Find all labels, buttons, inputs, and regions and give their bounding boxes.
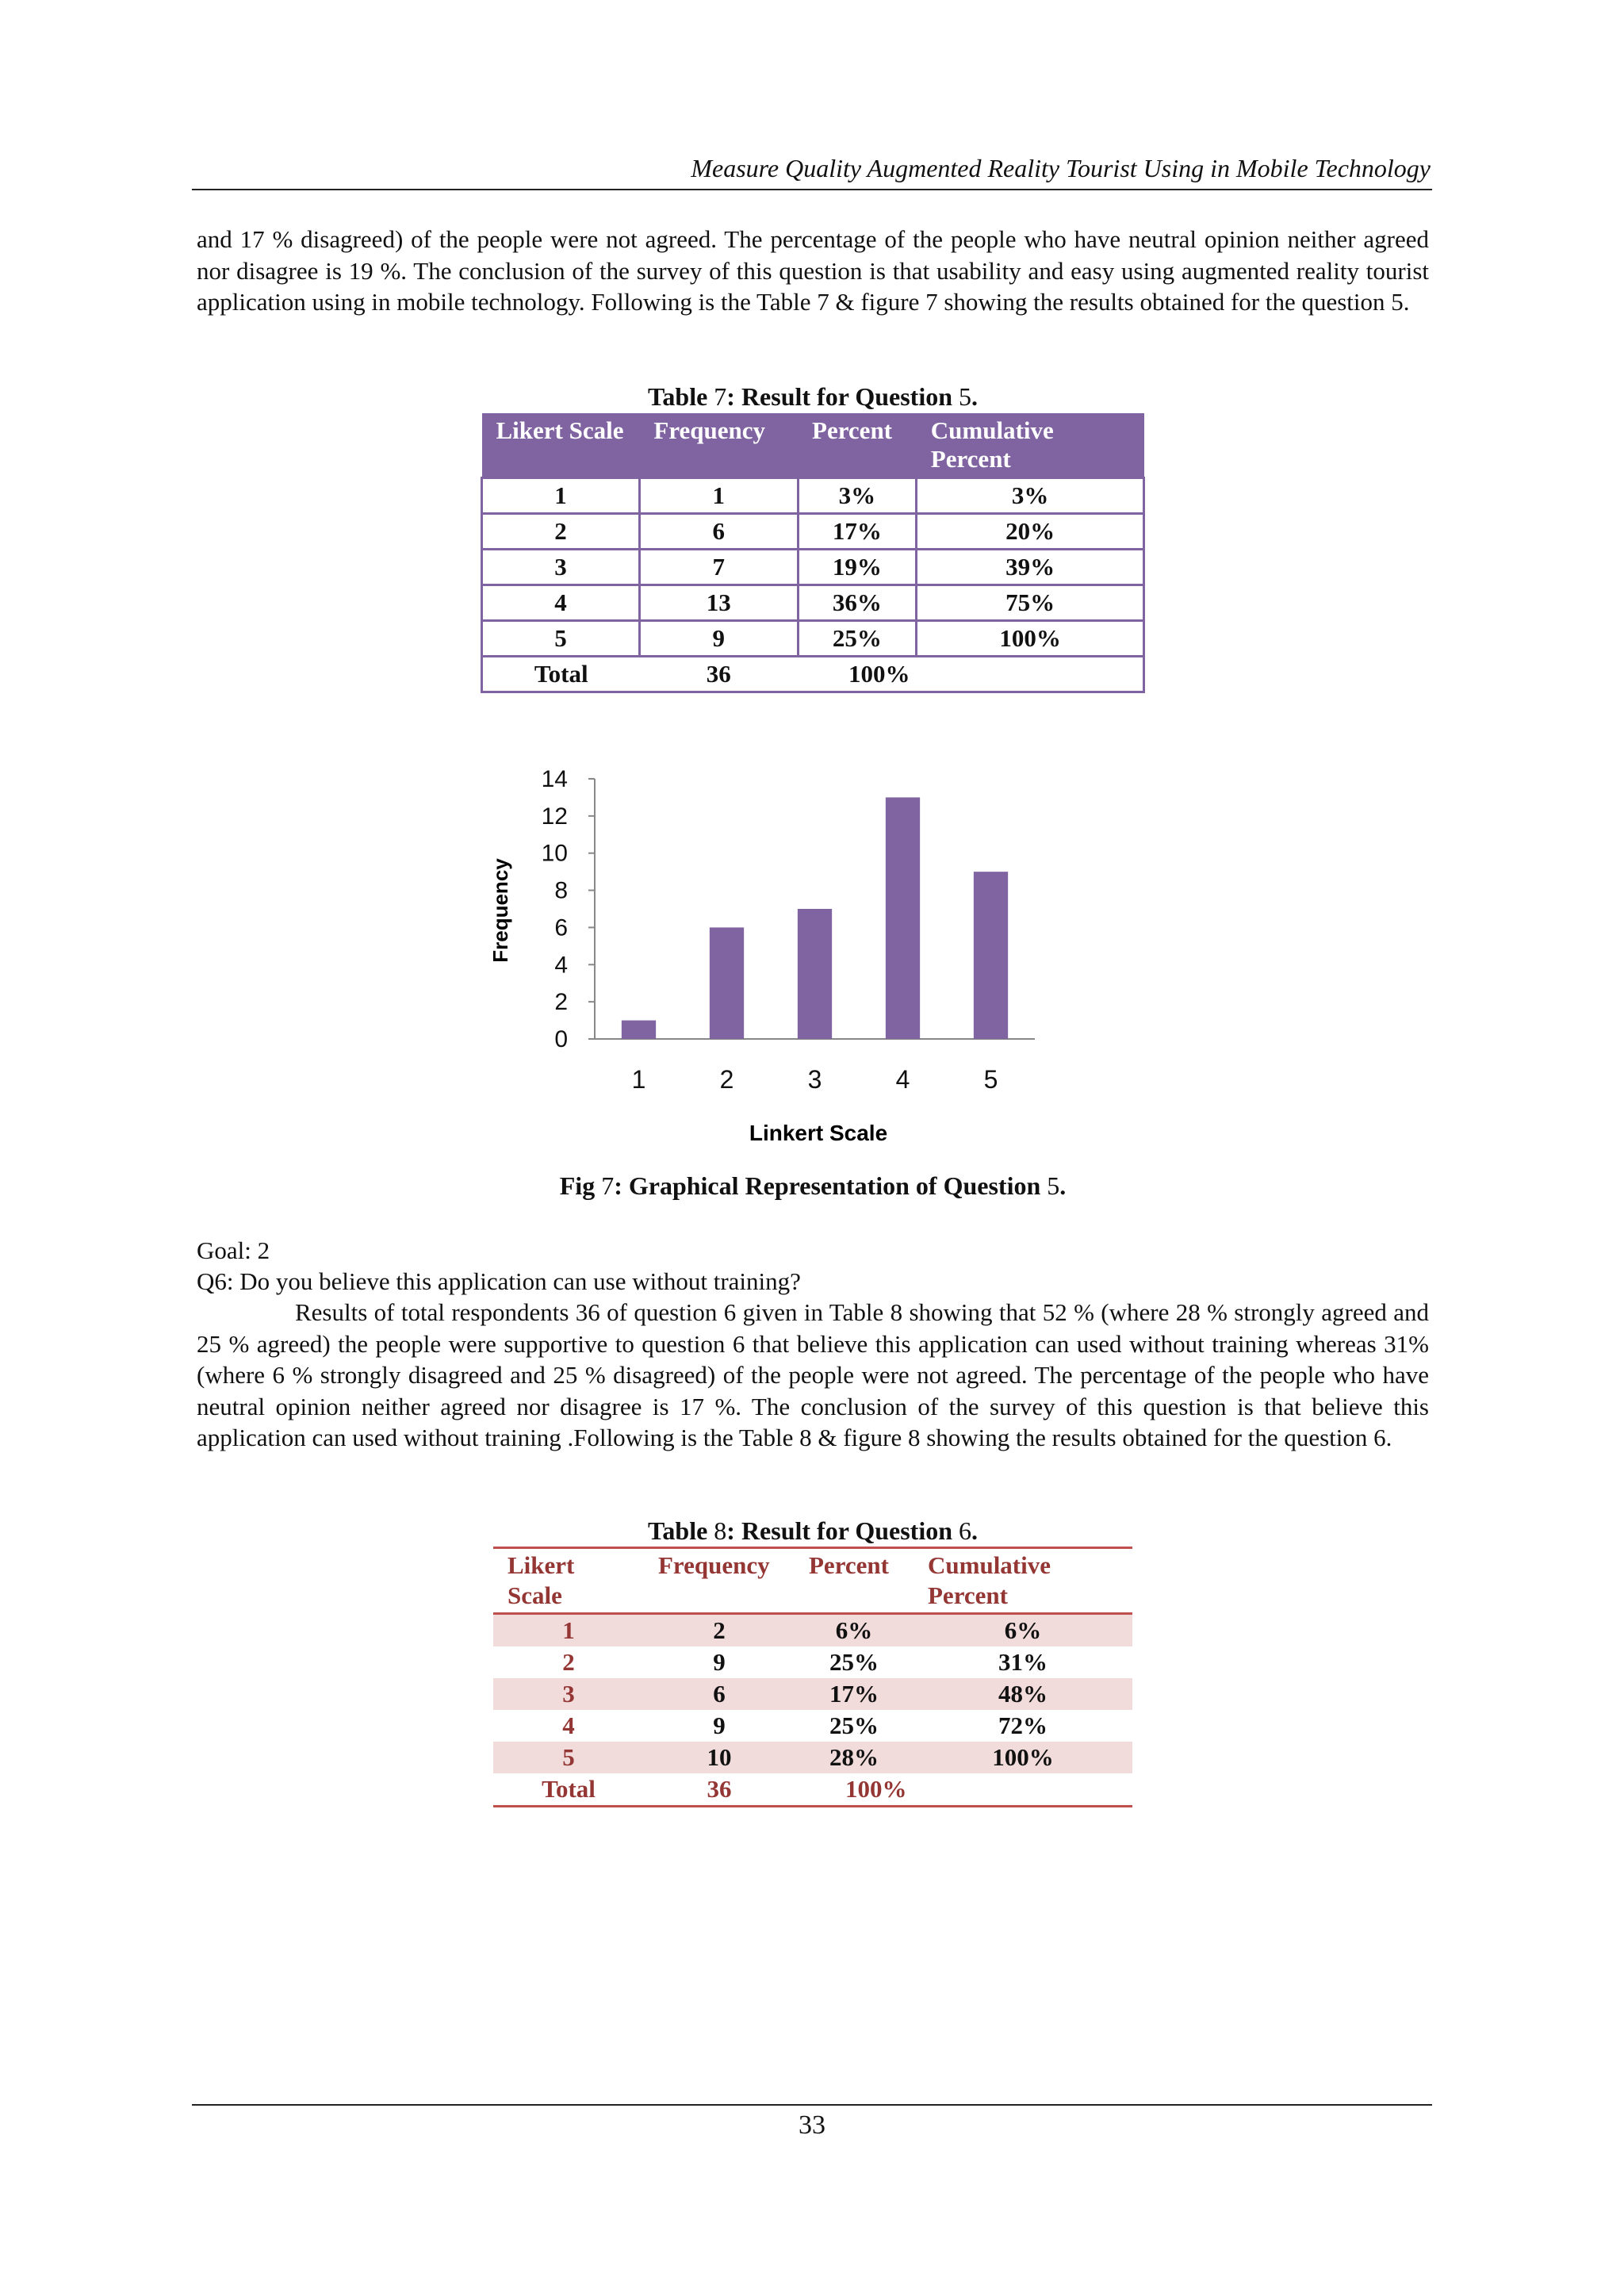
table-row — [493, 1678, 1132, 1710]
chart-y-tick-label: 14 — [541, 766, 568, 792]
table8-cell-percent: 17% — [795, 1678, 914, 1710]
table7-cell-cumulative: 20% — [917, 514, 1144, 550]
table8-cell-frequency: 2 — [644, 1614, 795, 1647]
table-row — [482, 550, 1144, 585]
table7-cell-frequency: 9 — [639, 621, 798, 657]
chart-x-tick-label: 5 — [983, 1065, 998, 1094]
chart-y-tick-label: 0 — [554, 1026, 568, 1052]
chart-bar — [886, 797, 920, 1039]
chart-y-axis-label: Frequency — [488, 858, 512, 963]
table-row — [482, 514, 1144, 550]
table7-cell-cumulative: 75% — [917, 585, 1144, 621]
table8-total-frequency: 36 — [707, 1775, 732, 1803]
figure7-caption-question: 5 — [1047, 1171, 1060, 1200]
table7-total-label: Total — [482, 657, 640, 692]
figure7-caption-number: 7 — [601, 1171, 615, 1200]
table7-cell-percent: 19% — [798, 550, 917, 585]
table7-cell-frequency: 13 — [639, 585, 798, 621]
table7-cell-frequency: 7 — [639, 550, 798, 585]
table8-cell-cumulative: 72% — [998, 1711, 1048, 1739]
figure7-caption-end: . — [1059, 1171, 1067, 1200]
paragraph-q6-results: Results of total respondents 36 of question 6 given in Table 8 showing that 52 % (where 28 % strongly agreed and 25 % agreed) the people were supportive to question 6 that believe this application can used without training whereas 31% (where 6 % strongly disagreed and 25 % disagreed) of the people were not agreed. The percentage of the people who have neutral opinion neither agreed nor disagree is 17 %. The conclusion of the survey of this question is that believe this application can used without training .Following is the Table 8 & figure 8 showing the results obtained for the question 6. — [197, 1298, 1429, 1451]
table8-cell-frequency: 9 — [713, 1711, 726, 1739]
table8-header-frequency: Frequency — [658, 1551, 770, 1579]
chart-x-tick-label: 1 — [631, 1065, 646, 1094]
table7-cell-cumulative: 100% — [917, 621, 1144, 657]
chart-x-tick-label: 4 — [895, 1065, 910, 1094]
table8-total-percent: 100% — [845, 1775, 907, 1803]
table-row — [493, 1710, 1132, 1742]
table8-cell-percent: 28% — [795, 1742, 914, 1773]
table7-total-percent: 100% — [798, 657, 1143, 692]
table8-total-label: Total — [542, 1775, 596, 1803]
table7-caption-question: 5 — [959, 382, 972, 411]
table7-total-row — [482, 657, 1144, 692]
table7-header-percent: Percent — [798, 413, 917, 478]
table7-cell-scale: 3 — [482, 550, 640, 585]
chart-y-tick-label: 6 — [554, 914, 568, 941]
table8-caption-number: 8 — [714, 1516, 727, 1545]
table8-cell-percent: 25% — [829, 1711, 879, 1739]
footer-rule — [192, 2104, 1432, 2106]
table7-caption-prefix: Table — [647, 382, 714, 411]
paragraph-q5-conclusion: and 17 % disagreed) of the people were not agreed. The percentage of the people who have neutral opinion neither agreed nor disagree is 19 %. The conclusion of the survey of this question is that usability and easy using augmented reality tourist application using in mobile technology. Following is the Table 7 & figure 7 showing the results obtained for the question 5. — [197, 225, 1429, 316]
table8-caption-question: 6 — [959, 1516, 972, 1545]
table7-header-scale: Likert Scale — [482, 413, 640, 478]
table8 — [493, 1547, 1132, 1807]
table8-caption-end: . — [971, 1516, 979, 1545]
table-row — [493, 1646, 1132, 1678]
table8-cell-cumulative: 100% — [914, 1742, 1132, 1773]
table8-cell-scale: 4 — [562, 1711, 575, 1739]
table-row — [482, 478, 1144, 514]
table7-caption-number: 7 — [714, 382, 727, 411]
chart-x-tick-label: 3 — [807, 1065, 822, 1094]
table7-cell-scale: 4 — [482, 585, 640, 621]
table7-cell-cumulative: 3% — [917, 478, 1144, 514]
chart-y-tick-label: 4 — [554, 952, 568, 979]
table-row — [493, 1614, 1132, 1647]
table7-header-frequency: Frequency — [639, 413, 798, 478]
chart-bar — [798, 909, 832, 1039]
table7-cell-percent: 25% — [798, 621, 917, 657]
chart-y-tick-label: 12 — [541, 803, 568, 830]
table8-cell-cumulative: 6% — [914, 1614, 1132, 1647]
chart-y-tick-label: 10 — [541, 840, 568, 867]
table-row — [493, 1742, 1132, 1773]
figure7-caption-title: : Graphical Representation of Question — [614, 1171, 1048, 1200]
table8-total-row — [493, 1773, 1132, 1807]
table8-caption-prefix: Table — [647, 1516, 714, 1545]
table8-cell-frequency: 6 — [644, 1678, 795, 1710]
table8-header-scale: Likert Scale — [508, 1551, 575, 1609]
figure7-bar-chart — [484, 753, 1055, 1166]
table7-cell-percent: 36% — [798, 585, 917, 621]
chart-y-tick-label: 8 — [554, 877, 568, 904]
page-number: 33 — [799, 2110, 825, 2140]
chart-y-tick-label: 2 — [554, 989, 568, 1016]
table7-cell-cumulative: 39% — [917, 550, 1144, 585]
figure7-caption-prefix: Fig — [559, 1171, 602, 1200]
table7-cell-percent: 3% — [798, 478, 917, 514]
table7-header-row — [482, 413, 1144, 478]
table8-cell-cumulative: 48% — [914, 1678, 1132, 1710]
table8-caption — [493, 1515, 1132, 1547]
table8-header-cumulative: Cumulative Percent — [928, 1551, 1051, 1609]
table7-total-frequency: 36 — [639, 657, 798, 692]
table8-header-row — [493, 1548, 1132, 1614]
table-row — [482, 621, 1144, 657]
table7 — [481, 413, 1145, 693]
table7-caption-end: . — [971, 382, 979, 411]
table7-cell-percent: 17% — [798, 514, 917, 550]
table-row — [482, 585, 1144, 621]
table8-cell-percent: 6% — [795, 1614, 914, 1647]
chart-x-axis-label: Linkert Scale — [749, 1121, 888, 1145]
table7-cell-scale: 2 — [482, 514, 640, 550]
table7-cell-scale: 5 — [482, 621, 640, 657]
question6-text: Q6: Do you believe this application can use without training? — [197, 1267, 801, 1295]
running-header: Measure Quality Augmented Reality Tourist Using in Mobile Technology — [691, 154, 1431, 182]
table8-cell-cumulative: 31% — [998, 1648, 1048, 1676]
table7-cell-scale: 1 — [482, 478, 640, 514]
table8-cell-frequency: 10 — [644, 1742, 795, 1773]
table7-cell-frequency: 6 — [639, 514, 798, 550]
figure7-caption — [381, 1170, 1245, 1202]
table8-cell-scale: 1 — [493, 1614, 644, 1647]
table7-caption — [481, 381, 1145, 412]
header-rule — [192, 189, 1432, 190]
table7-caption-title: : Result for Question — [726, 382, 959, 411]
table8-cell-frequency: 9 — [713, 1648, 726, 1676]
table8-caption-title: : Result for Question — [726, 1516, 959, 1545]
goal-label: Goal: 2 — [197, 1236, 270, 1264]
chart-bar — [710, 927, 744, 1039]
chart-x-tick-label: 2 — [719, 1065, 734, 1094]
table8-cell-scale: 2 — [562, 1648, 575, 1676]
table8-cell-scale: 5 — [493, 1742, 644, 1773]
table7-cell-frequency: 1 — [639, 478, 798, 514]
table8-header-percent: Percent — [809, 1551, 889, 1579]
table8-cell-scale: 3 — [493, 1678, 644, 1710]
table7-header-cumulative: Cumulative Percent — [917, 413, 1144, 478]
table8-cell-percent: 25% — [829, 1648, 879, 1676]
chart-bar — [974, 872, 1008, 1039]
chart-bar — [622, 1021, 656, 1039]
